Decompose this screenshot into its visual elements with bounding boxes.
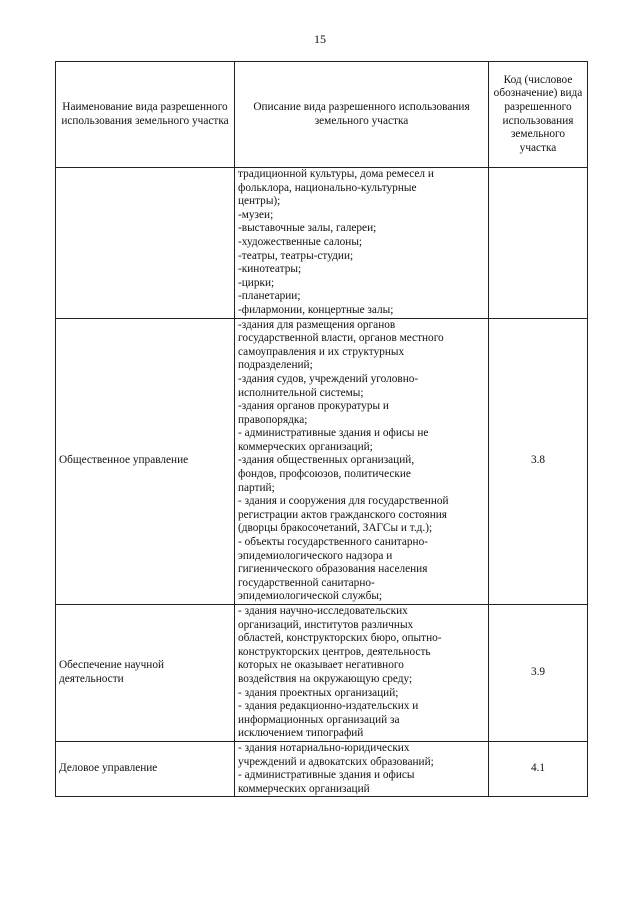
table-row — [56, 741, 588, 796]
description-line: воздействия на окружающую среду; — [238, 672, 413, 685]
description-line: правопорядка; — [238, 413, 308, 426]
header-code: Код (числовое обозначение) вида разрешенного использования земельного участка — [489, 62, 588, 168]
description-line: государственной санитарно- — [238, 576, 375, 589]
description-line: областей, конструкторских бюро, опытно- — [238, 632, 442, 645]
description-line: учреждений и адвокатских образований; — [238, 755, 434, 768]
row-description — [235, 605, 489, 742]
description-line: -театры, театры-студии; — [238, 249, 354, 262]
description-line: -цирки; — [238, 276, 275, 289]
description-line: -филармонии, концертные залы; — [238, 303, 394, 316]
description-line: фольклора, национально-культурные — [238, 181, 417, 194]
table-row — [56, 168, 588, 319]
description-line: - административные здания и офисы — [238, 769, 415, 782]
row-code — [489, 168, 588, 319]
description-line: эпидемиологического надзора и — [238, 549, 393, 562]
row-code: 3.9 — [489, 605, 588, 742]
description-line: -здания общественных организаций, — [238, 454, 415, 467]
description-line: - здания научно-исследовательских — [238, 605, 408, 617]
description-line: которых не оказывает негативного — [238, 659, 404, 672]
description-line: -здания для размещения органов — [238, 318, 396, 331]
page-number: 15 — [314, 32, 326, 46]
header-name: Наименование вида разрешенного использования земельного участка — [56, 62, 235, 168]
description-line: (дворцы бракосочетаний, ЗАГСы и т.д.); — [238, 522, 433, 535]
table-row — [56, 318, 588, 604]
description-line: гигиенического образования населения — [238, 563, 428, 576]
description-line: -здания судов, учреждений уголовно- — [238, 372, 419, 385]
description-line: конструкторских центров, деятельность — [238, 645, 431, 658]
description-line: - здания и сооружения для государственной — [238, 495, 449, 508]
description-line: - здания нотариально-юридических — [238, 741, 410, 754]
row-name: Общественное управление — [56, 318, 235, 604]
row-name — [56, 168, 235, 319]
description-line: подразделений; — [238, 359, 313, 372]
description-line: -планетарии; — [238, 290, 301, 303]
description-line: партий; — [238, 481, 275, 494]
description-line: -здания органов прокуратуры и — [238, 400, 389, 413]
description-line: - административные здания и офисы не — [238, 427, 429, 440]
description-line: государственной власти, органов местного — [238, 332, 444, 345]
land-use-table — [55, 61, 588, 797]
description-line: -выставочные залы, галереи; — [238, 222, 377, 235]
description-line: коммерческих организаций — [238, 782, 370, 795]
description-line: -художественные салоны; — [238, 235, 363, 248]
description-line: информационных организаций за — [238, 713, 400, 726]
description-line: исключением типографий — [238, 727, 364, 740]
row-description — [235, 168, 489, 319]
table-row — [56, 605, 588, 742]
table-header-row — [56, 62, 588, 168]
description-line: исполнительной системы; — [238, 386, 364, 399]
row-description — [235, 318, 489, 604]
description-line: - здания проектных организаций; — [238, 686, 399, 699]
row-code: 3.8 — [489, 318, 588, 604]
description-line: - здания редакционно-издательских и — [238, 700, 419, 713]
description-line: традиционной культуры, дома ремесел и — [238, 168, 434, 180]
row-description — [235, 741, 489, 796]
description-line: - объекты государственного санитарно- — [238, 536, 428, 549]
row-name: Обеспечение научной деятельности — [56, 605, 235, 742]
description-line: регистрации актов гражданского состояния — [238, 508, 447, 521]
header-description: Описание вида разрешенного использования земельного участка — [235, 62, 489, 168]
description-line: -музеи; — [238, 208, 274, 221]
description-line: -кинотеатры; — [238, 263, 302, 276]
description-line: коммерческих организаций; — [238, 440, 373, 453]
row-code: 4.1 — [489, 741, 588, 796]
description-line: организаций, институтов различных — [238, 618, 414, 631]
row-name: Деловое управление — [56, 741, 235, 796]
description-line: центры); — [238, 195, 281, 208]
description-line: фондов, профсоюзов, политические — [238, 468, 411, 481]
description-line: самоуправления и их структурных — [238, 345, 405, 358]
description-line: эпидемиологической службы; — [238, 590, 383, 603]
